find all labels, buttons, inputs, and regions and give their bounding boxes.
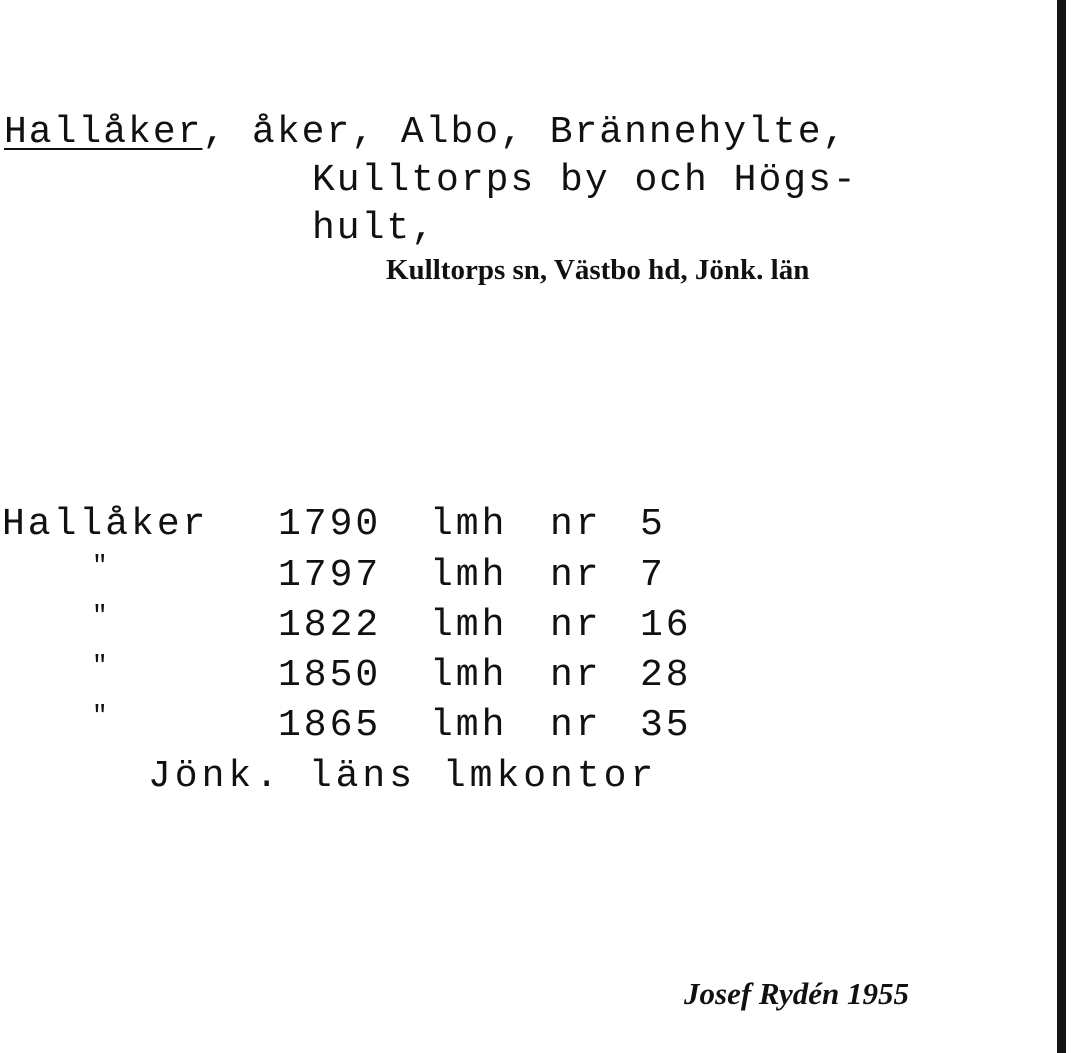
header-line-2: Kulltorps by och Högs- (312, 159, 858, 202)
record-row (0, 701, 692, 749)
header-line-1 (4, 110, 847, 156)
signature: Josef Rydén 1955 (684, 976, 910, 1011)
record-year: 1790 (278, 503, 382, 546)
ditto-mark: " (92, 651, 108, 681)
header-line-3: hult, (312, 207, 437, 250)
record-type: lmh (430, 704, 508, 747)
headword: Hallåker (4, 111, 203, 154)
record-type: lmh (430, 604, 508, 647)
record-nr: 5 (640, 503, 666, 546)
record-row (0, 601, 692, 649)
record-year: 1797 (278, 554, 382, 597)
card-edge-border (1057, 0, 1066, 1053)
source-office: Jönk. läns lmkontor (148, 755, 658, 798)
record-nr-label: nr (550, 604, 602, 647)
record-type: lmh (430, 503, 508, 546)
record-year: 1865 (278, 704, 382, 747)
record-row (0, 651, 692, 699)
parish-location: Kulltorps sn, Västbo hd, Jönk. län (386, 254, 810, 286)
record-type: lmh (430, 554, 508, 597)
record-nr-label: nr (550, 554, 602, 597)
record-nr-label: nr (550, 654, 602, 697)
record-nr-label: nr (550, 503, 602, 546)
record-row (0, 551, 666, 599)
record-nr: 28 (640, 654, 692, 697)
record-name: Hallåker (2, 503, 209, 546)
record-nr: 7 (640, 554, 666, 597)
record-nr: 35 (640, 704, 692, 747)
record-row (0, 502, 666, 548)
record-nr: 16 (640, 604, 692, 647)
header-line-1-rest: , åker, Albo, Brännehylte, (202, 111, 848, 154)
ditto-mark: " (92, 701, 108, 731)
record-type: lmh (430, 654, 508, 697)
record-nr-label: nr (550, 704, 602, 747)
ditto-mark: " (92, 601, 108, 631)
record-year: 1850 (278, 654, 382, 697)
ditto-mark: " (92, 551, 108, 581)
record-year: 1822 (278, 604, 382, 647)
